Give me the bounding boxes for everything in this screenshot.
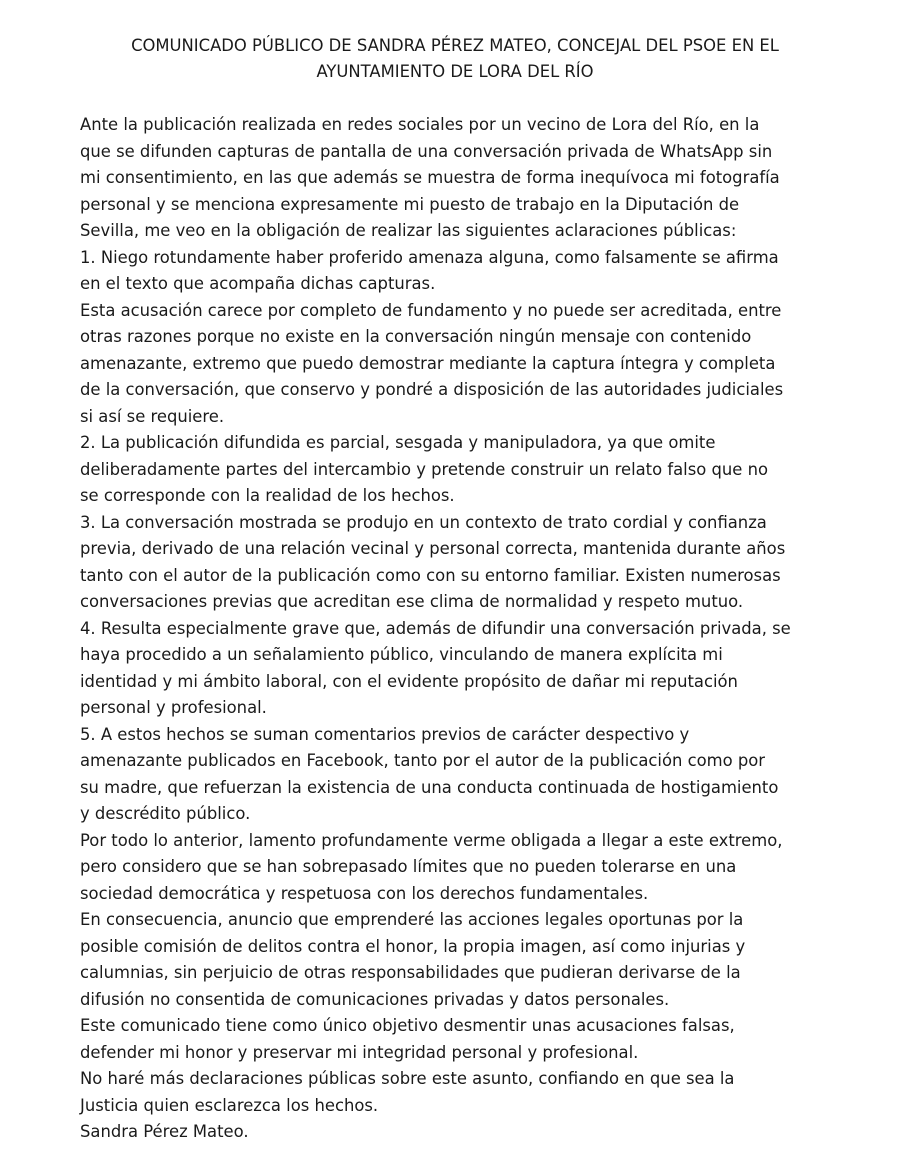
title-line-2: AYUNTAMIENTO DE LORA DEL RÍO bbox=[316, 62, 594, 81]
body-line-6: 1. Niego rotundamente haber proferido amenaza alguna, como falsamente se afirma bbox=[80, 247, 779, 267]
body-line-17: previa, derivado de una relación vecinal y personal correcta, mantenida durante años bbox=[80, 539, 786, 558]
body-line-8: Esta acusación carece por completo de fundamento y no puede ser acreditada, entre bbox=[80, 300, 782, 320]
body-line-35: Este comunicado tiene como único objetivo desmentir unas acusaciones falsas, bbox=[80, 1016, 735, 1035]
body-line-37: No haré más declaraciones públicas sobre este asunto, confiando en que sea la bbox=[80, 1069, 735, 1088]
body-line-9: otras razones porque no existe en la conversación ningún mensaje con contenido bbox=[80, 327, 752, 346]
body-line-10: amenazante, extremo que puedo demostrar mediante la captura íntegra y completa bbox=[80, 353, 776, 373]
body-line-34: difusión no consentida de comunicaciones privadas y datos personales. bbox=[80, 989, 670, 1009]
body-line-23: personal y profesional. bbox=[80, 698, 267, 717]
title-line-1: COMUNICADO PÚBLICO DE SANDRA PÉREZ MATEO, CONCEJAL DEL PSOE EN EL bbox=[131, 36, 779, 55]
body-line-36: defender mi honor y preservar mi integridad personal y profesional. bbox=[80, 1042, 639, 1062]
body-line-26: su madre, que refuerzan la existencia de una conducta continuada de hostigamiento bbox=[80, 777, 779, 797]
body-line-32: posible comisión de delitos contra el honor, la propia imagen, así como injurias y bbox=[80, 936, 746, 956]
body-line-5: Sevilla, me veo en la obligación de realizar las siguientes aclaraciones públicas: bbox=[80, 221, 737, 240]
body-line-20: 4. Resulta especialmente grave que, además de difundir una conversación privada, se bbox=[80, 618, 791, 638]
body-line-11: de la conversación, que conservo y pondré a disposición de las autoridades judiciales bbox=[80, 380, 784, 399]
body-line-25: amenazante publicados en Facebook, tanto por el autor de la publicación como por bbox=[80, 751, 766, 770]
body-line-31: En consecuencia, anuncio que emprenderé las acciones legales oportunas por la bbox=[80, 910, 744, 929]
body-line-21: haya procedido a un señalamiento público, vinculando de manera explícita mi bbox=[80, 645, 723, 664]
body-line-22: identidad y mi ámbito laboral, con el evidente propósito de dañar mi reputación bbox=[80, 671, 738, 691]
body-line-24: 5. A estos hechos se suman comentarios previos de carácter despectivo y bbox=[80, 724, 690, 744]
signature-line: Sandra Pérez Mateo. bbox=[80, 1122, 249, 1141]
body-line-38: Justicia quien esclarezca los hechos. bbox=[80, 1095, 379, 1115]
body-line-19: conversaciones previas que acreditan ese clima de normalidad y respeto mutuo. bbox=[80, 592, 744, 611]
body-line-30: sociedad democrática y respetuosa con los derechos fundamentales. bbox=[80, 883, 649, 903]
body-line-28: Por todo lo anterior, lamento profundamente verme obligada a llegar a este extremo, bbox=[80, 830, 783, 850]
body-line-13: 2. La publicación difundida es parcial, sesgada y manipuladora, ya que omite bbox=[80, 433, 716, 452]
body-line-14: deliberadamente partes del intercambio y pretende construir un relato falso que no bbox=[80, 459, 768, 479]
body-line-16: 3. La conversación mostrada se produjo en un contexto de trato cordial y confianza bbox=[80, 512, 767, 532]
body-line-29: pero considero que se han sobrepasado límites que no pueden tolerarse en una bbox=[80, 857, 737, 876]
body-line-15: se corresponde con la realidad de los hechos. bbox=[80, 486, 455, 505]
body-line-7: en el texto que acompaña dichas capturas. bbox=[80, 274, 436, 293]
body-line-1: Ante la publicación realizada en redes sociales por un vecino de Lora del Río, en la bbox=[80, 115, 760, 134]
body-line-33: calumnias, sin perjuicio de otras responsabilidades que pudieran derivarse de la bbox=[80, 963, 741, 982]
body-line-27: y descrédito público. bbox=[80, 804, 251, 823]
body-line-18: tanto con el autor de la publicación como con su entorno familiar. Existen numerosas bbox=[80, 565, 781, 585]
body-line-4: personal y se menciona expresamente mi puesto de trabajo en la Diputación de bbox=[80, 194, 740, 214]
body-line-3: mi consentimiento, en las que además se muestra de forma inequívoca mi fotografía bbox=[80, 168, 780, 187]
body-line-12: si así se requiere. bbox=[80, 406, 225, 426]
document-body bbox=[0, 112, 840, 1146]
body-line-2: que se difunden capturas de pantalla de una conversación privada de WhatsApp sin bbox=[80, 141, 773, 161]
document-title bbox=[75, 33, 835, 85]
